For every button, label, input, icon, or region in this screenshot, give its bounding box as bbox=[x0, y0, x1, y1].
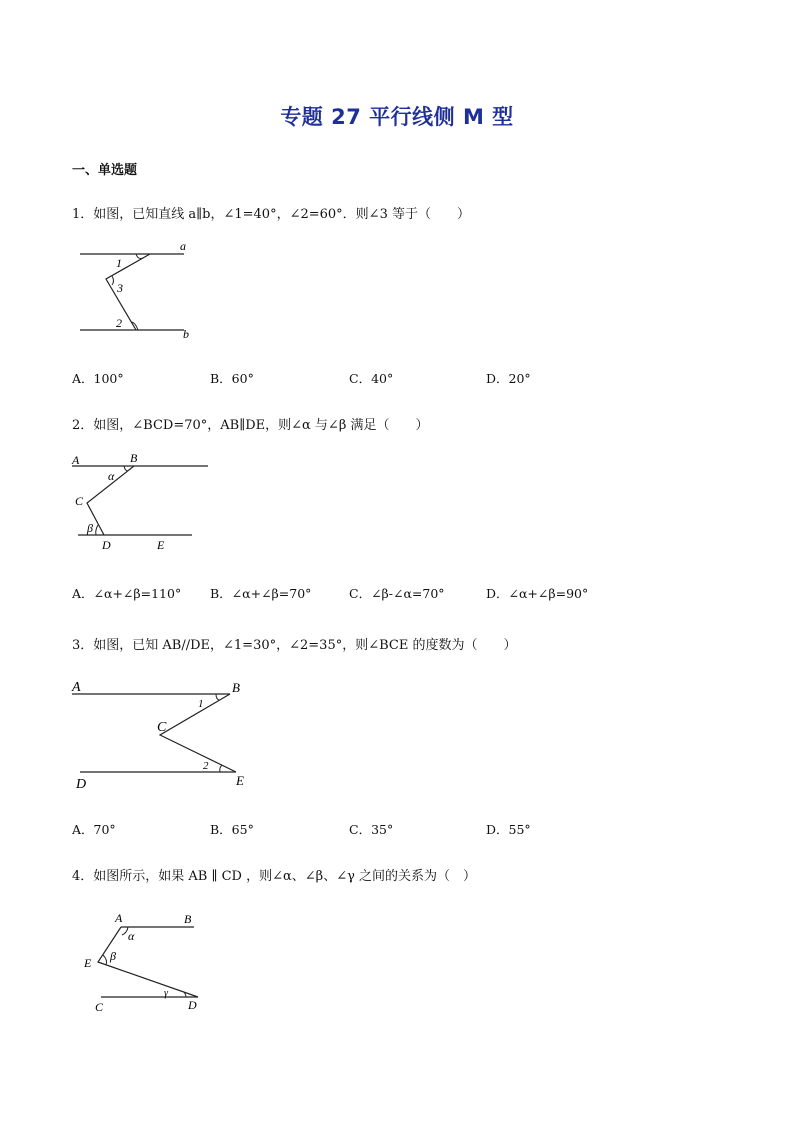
label-alpha: α bbox=[128, 929, 135, 943]
question-3-text: 3．如图，已知 AB//DE，∠1=30°，∠2=35°，则∠BCE 的度数为（ ） bbox=[72, 638, 517, 653]
label-D: D bbox=[76, 777, 87, 792]
label-A: A bbox=[115, 911, 123, 925]
q3-option-d[interactable]: D．55° bbox=[486, 822, 531, 837]
question-1-figure bbox=[0, 236, 240, 346]
q3-option-b[interactable]: B．65° bbox=[210, 822, 254, 837]
q1-option-c[interactable]: C．40° bbox=[349, 371, 394, 386]
label-a: a bbox=[180, 239, 186, 253]
angle-3-arc bbox=[112, 276, 114, 285]
q2-option-b[interactable]: B．∠α+∠β=70° bbox=[210, 586, 312, 601]
label-C: C bbox=[75, 494, 84, 508]
label-E: E bbox=[236, 773, 244, 788]
label-angle-3: 3 bbox=[117, 281, 123, 295]
question-3-figure bbox=[0, 672, 290, 800]
q3-option-a[interactable]: A．70° bbox=[72, 822, 116, 837]
label-E: E bbox=[84, 956, 92, 970]
question-4-figure bbox=[0, 900, 240, 1020]
zigzag-path bbox=[106, 254, 150, 330]
q2-option-a[interactable]: A．∠α+∠β=110° bbox=[72, 586, 182, 601]
label-angle-1: 1 bbox=[116, 256, 122, 270]
label-C: C bbox=[95, 1000, 104, 1014]
q1-option-b[interactable]: B．60° bbox=[210, 371, 254, 386]
q2-option-c[interactable]: C．∠β-∠α=70° bbox=[349, 586, 445, 601]
label-A: A bbox=[72, 680, 81, 695]
label-gamma: γ bbox=[164, 988, 168, 999]
label-B: B bbox=[232, 680, 240, 695]
page-title: 专题 27 平行线侧 M 型 bbox=[280, 105, 514, 129]
label-A: A bbox=[72, 453, 80, 467]
angle-2-arc bbox=[220, 765, 222, 772]
section-heading: 一、单选题 bbox=[72, 163, 138, 178]
label-beta: β bbox=[110, 949, 116, 963]
label-B: B bbox=[184, 912, 192, 926]
label-beta: β bbox=[87, 521, 93, 535]
label-E: E bbox=[157, 538, 165, 552]
label-angle-2: 2 bbox=[203, 760, 209, 772]
q1-option-a[interactable]: A．100° bbox=[72, 371, 124, 386]
label-alpha: α bbox=[108, 469, 115, 483]
label-angle-2: 2 bbox=[116, 316, 122, 330]
angle-beta-arc bbox=[96, 525, 98, 535]
angle-1-arc bbox=[136, 254, 143, 259]
label-b: b bbox=[183, 327, 189, 341]
question-1-text: 1．如图，已知直线 a∥b，∠1=40°，∠2=60°．则∠3 等于（ ） bbox=[72, 207, 470, 222]
angle-alpha-arc bbox=[124, 466, 128, 471]
q2-option-d[interactable]: D．∠α+∠β=90° bbox=[486, 586, 589, 601]
question-2-text: 2．如图，∠BCD=70°，AB∥DE，则∠α 与∠β 满足（ ） bbox=[72, 418, 429, 433]
label-C: C bbox=[157, 720, 167, 735]
q1-option-d[interactable]: D．20° bbox=[486, 371, 531, 386]
q3-option-c[interactable]: C．35° bbox=[349, 822, 394, 837]
label-angle-1: 1 bbox=[198, 698, 204, 710]
label-D: D bbox=[102, 538, 111, 552]
label-B: B bbox=[130, 451, 138, 465]
label-D: D bbox=[188, 998, 197, 1012]
question-4-text: 4．如图所示，如果 AB ∥ CD ，则∠α、∠β、∠γ 之间的关系为（ ） bbox=[72, 869, 476, 884]
angle-1-arc bbox=[216, 694, 219, 700]
question-2-figure bbox=[0, 448, 240, 558]
